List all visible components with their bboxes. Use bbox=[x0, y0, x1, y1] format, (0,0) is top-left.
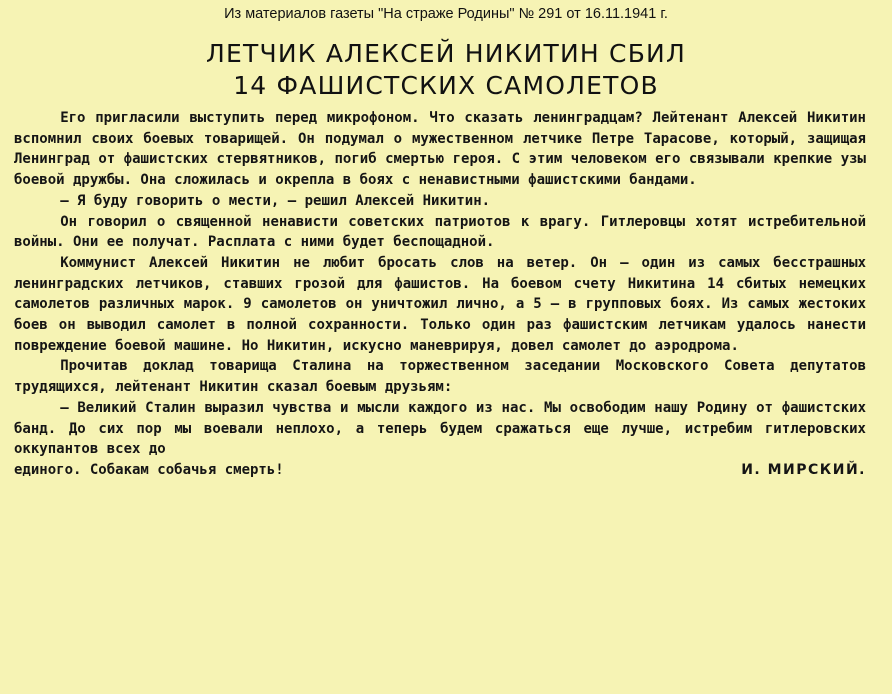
paragraph-hatred: Он говорил о священной ненависти советских патриотов к врагу. Гитлеровцы хотят истребительной войны. Они ее получат. Расплата с ними будет беспощадной. bbox=[14, 213, 866, 251]
closing-line bbox=[14, 460, 866, 481]
article-body bbox=[14, 108, 866, 481]
headline-line-1: ЛЕТЧИК АЛЕКСЕЙ НИКИТИН СБИЛ bbox=[206, 39, 686, 68]
headline-line-2: 14 ФАШИСТСКИХ САМОЛЕТОВ bbox=[233, 71, 659, 100]
closing-text: единого. Собакам собачья смерть! bbox=[14, 461, 284, 478]
author-signature: И. МИРСКИЙ. bbox=[741, 461, 866, 478]
article-headline bbox=[0, 38, 892, 102]
paragraph-stalin-report: Прочитав доклад товарища Сталина на торжественном заседании Московского Совета депутатов трудящихся, лейтенант Никитин сказал боевым друзьям: bbox=[14, 358, 866, 396]
source-caption: Из материалов газеты "На страже Родины" № 291 от 16.11.1941 г. bbox=[224, 6, 668, 22]
paragraph-intro: Его пригласили выступить перед микрофоном. Что сказать ленинградцам? Лейтенант Алексей Никитин вспомнил своих боевых товарищей. Он подумал о мужественном летчике Петре Тарасове, который, защищая Ленинград от фашистских стервятников, погиб смертью героя. С этим человеком его связывали крепкие узы боевой дружбы. Она сложилась и окрепла в боях с ненавистными фашистскими бандами. bbox=[14, 110, 866, 189]
paragraph-record: Коммунист Алексей Никитин не любит бросать слов на ветер. Он — один из самых бесстрашных ленинградских летчиков, ставших грозой для фашистов. На боевом счету Никитина 14 сбитых немецких самолетов различных марок. 9 самолетов он уничтожил лично, а 5 — в групповых боях. Из самых жестоких боев он выводил самолет в полной сохранности. Только один раз фашистским летчикам удалось нанести повреждение боевой машине. Но Никитин, искусно маневрируя, довел самолет до аэродрома. bbox=[14, 254, 866, 354]
paragraph-quote-revenge: — Я буду говорить о мести, — решил Алексей Никитин. bbox=[60, 192, 491, 209]
paragraph-final-quote: — Великий Сталин выразил чувства и мысли каждого из нас. Мы освободим нашу Родину от фашистских банд. До сих пор мы воевали неплохо, а теперь будем сражаться еще лучше, истребим гитлеровских оккупантов всех до bbox=[14, 399, 866, 458]
